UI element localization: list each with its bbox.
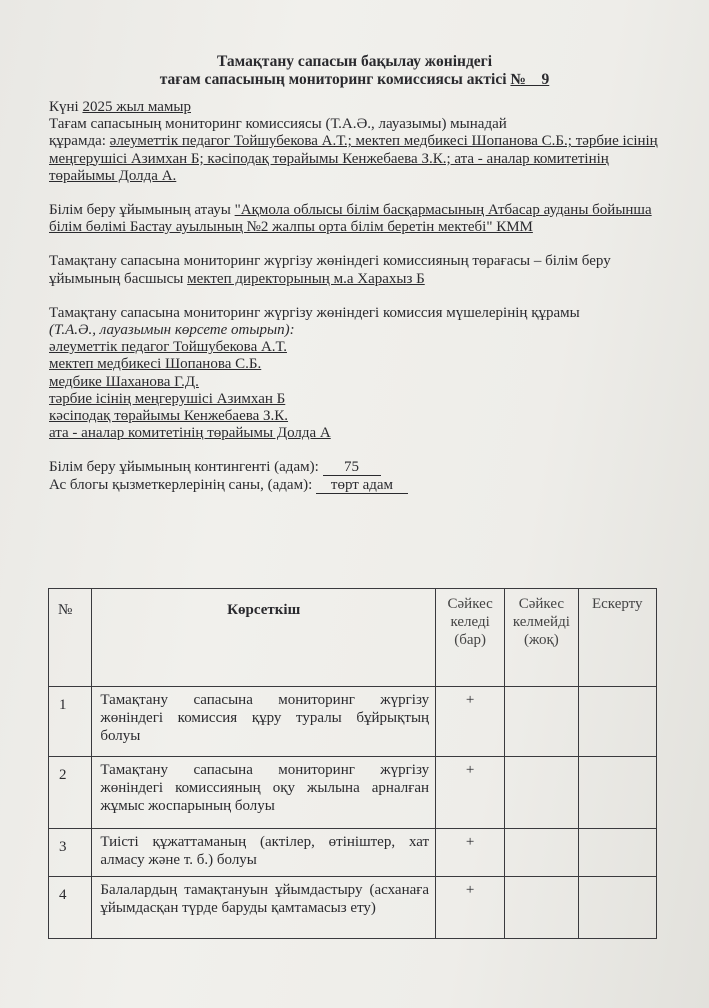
members-hint: (Т.А.Ә., лауазымын көрсете отырып): — [49, 322, 295, 339]
chairman-label: Тамақтану сапасына мониторинг жүргізу жөніндегі комиссияның төрағасы – білім беру ұйымының басшысы — [49, 253, 611, 287]
row-note-cell — [578, 757, 656, 829]
member-item: медбике Шаханова Г.Д. — [49, 373, 199, 390]
header-indicator: Көрсеткіш — [92, 589, 436, 687]
act-title-prefix: тағам сапасының мониторинг комиссиясы актісі — [159, 71, 507, 88]
date-label: Күні — [49, 99, 79, 115]
indicator-table — [48, 588, 657, 939]
composition-line: Тағам сапасының мониторинг комиссиясы (Т.А.Ә., лауазымы) мынадай — [49, 116, 507, 133]
row-number: 3 — [49, 829, 92, 877]
row-indicator: Тиісті құжаттаманың (актілер, өтініштер, хат алмасу және т. б.) болуы — [92, 829, 436, 877]
member-item: ата - аналар комитетінің төрайымы Долда А — [49, 425, 331, 442]
date-value: 2025 жыл мамыр — [82, 99, 191, 115]
row-yes-mark: + — [436, 877, 505, 939]
composition-members — [49, 133, 669, 185]
row-indicator: Тамақтану сапасына мониторинг жүргізу жөніндегі комиссия құру туралы бұйрықтың болуы — [92, 687, 436, 757]
header-note: Ескерту — [578, 589, 656, 687]
members-heading: Тамақтану сапасына мониторинг жүргізу жөніндегі комиссия мүшелерінің құрамы — [49, 304, 580, 321]
member-item: мектеп медбикесі Шопанова С.Б. — [49, 356, 262, 373]
row-indicator: Тамақтану сапасына мониторинг жүргізу жөніндегі комиссияның оқу жылына арналған жұмыс жоспарының болуы — [92, 757, 436, 829]
act-number: № 9 — [510, 71, 550, 88]
table-row — [49, 877, 657, 939]
date-line — [49, 99, 669, 116]
member-item: кәсіподақ төрайымы Кенжебаева З.К. — [49, 408, 289, 425]
contingent-value: 75 — [323, 460, 381, 476]
composition-label: құрамда: — [49, 133, 106, 150]
row-note-cell — [578, 877, 656, 939]
contingent-label: Білім беру ұйымының контингенті (адам): — [49, 459, 319, 476]
table-row — [49, 829, 657, 877]
row-indicator: Балалардың тамақтануын ұйымдастыру (асханаға ұйымдасқан түрде баруды қамтамасыз ету) — [92, 877, 436, 939]
row-number: 4 — [49, 877, 92, 939]
table-row — [49, 757, 657, 829]
chairman-line — [49, 253, 669, 287]
row-number: 2 — [49, 757, 92, 829]
organization-line — [49, 202, 669, 236]
staff-value: төрт адам — [316, 478, 408, 494]
act-title-line2 — [0, 70, 709, 89]
staff-label: Ас блогы қызметкерлерінің саны, (адам): — [49, 476, 313, 493]
contingent-line — [49, 459, 669, 476]
act-body — [49, 99, 669, 494]
row-no-cell — [505, 757, 578, 829]
act-title-line1: Тамақтану сапасын бақылау жөніндегі — [216, 53, 493, 70]
header-yes: Сәйкес келеді (бар) — [436, 589, 505, 687]
composition-members-text: әлеуметтік педагог Тойшубекова А.Т.; мектеп медбикесі Шопанова С.Б.; тәрбие ісінің меңгерушісі Азимхан Б; кәсіподақ төрайымы Кенжебаева З.К.; ата - аналар комитетінің төрайымы Долда А. — [49, 133, 658, 184]
member-item: тәрбие ісінің меңгерушісі Азимхан Б — [49, 390, 286, 407]
row-no-cell — [505, 829, 578, 877]
row-yes-mark: + — [436, 757, 505, 829]
member-item: әлеуметтік педагог Тойшубекова А.Т. — [49, 339, 287, 356]
row-number: 1 — [49, 687, 92, 757]
row-yes-mark: + — [436, 829, 505, 877]
header-num: № — [49, 589, 92, 687]
row-yes-mark: + — [436, 687, 505, 757]
row-no-cell — [505, 877, 578, 939]
header-no: Сәйкес келмейді (жоқ) — [505, 589, 578, 687]
row-note-cell — [578, 829, 656, 877]
staff-line — [49, 477, 669, 494]
organization-value: "Ақмола облысы білім басқармасының Атбасар ауданы бойынша білім бөлімі Бастау ауылының №2 жалпы орта білім беретін мектебі" КММ — [49, 202, 652, 236]
chairman-value: мектеп директорының м.а Харахыз Б — [187, 270, 425, 287]
table-row — [49, 687, 657, 757]
row-note-cell — [578, 687, 656, 757]
organization-label: Білім беру ұйымының атауы — [49, 202, 231, 219]
table-header-row — [49, 589, 657, 687]
row-no-cell — [505, 687, 578, 757]
